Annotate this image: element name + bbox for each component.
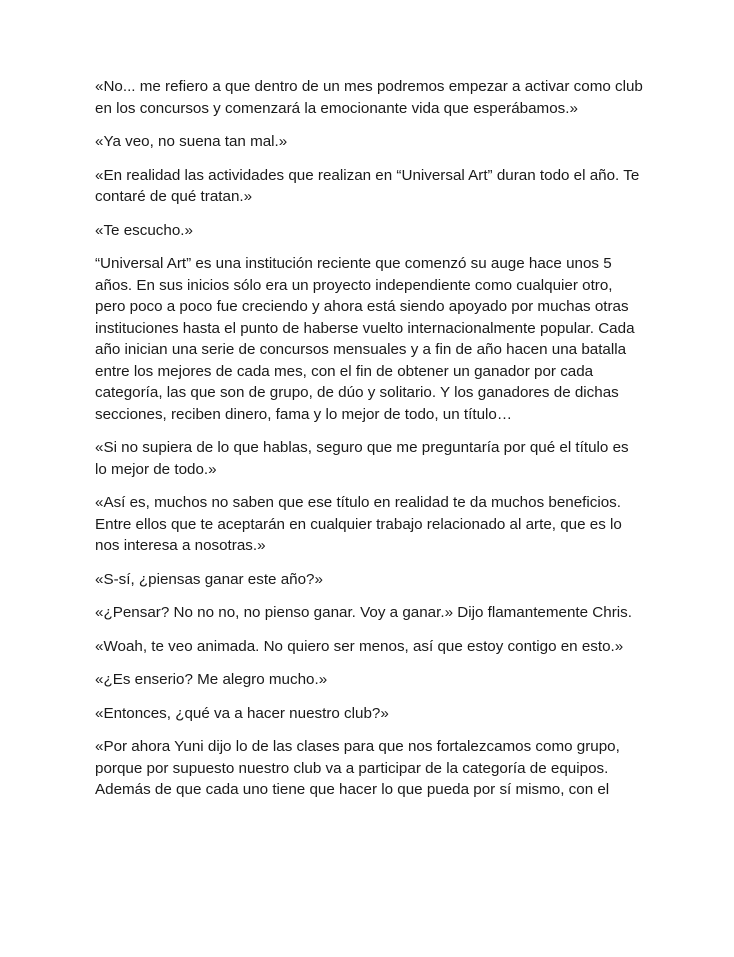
paragraph-6: «Si no supiera de lo que hablas, seguro que me preguntaría por qué el título es lo mejor de todo.»: [95, 439, 629, 478]
paragraph-4: «Te escucho.»: [95, 221, 193, 239]
paragraph-9: «¿Pensar? No no no, no pienso ganar. Voy a ganar.» Dijo flamantemente Chris.: [95, 604, 632, 621]
paragraph-5: “Universal Art” es una institución reciente que comenzó su auge hace unos 5 años. En sus inicios sólo era un proyecto independiente como cualquier otro, pero poco a poco fue creciendo y ahora está siendo apoyado por muchas otras instituciones hasta el punto de haberse vuelto internacionalmente popular. Cada año inician una serie de concursos mensuales y a fin de año hacen una batalla entre los mejores de cada mes, con el fin de obtener un ganador por cada categoría, las que son de grupo, de dúo y solitario. Y los ganadores de dichas secciones, reciben dinero, fama y lo mejor de todo, un título…: [95, 255, 635, 423]
document-page: [95, 76, 643, 813]
paragraph-13: «Por ahora Yuni dijo lo de las clases para que nos fortalezcamos como grupo, porque por supuesto nuestro club va a participar de la categoría de equipos. Además de que cada uno tiene que hacer lo que pueda por sí mismo, con el: [95, 738, 620, 798]
paragraph-2: «Ya veo, no suena tan mal.»: [95, 133, 288, 150]
paragraph-1: «No... me refiero a que dentro de un mes podremos empezar a activar como club en los concursos y comenzará la emocionante vida que esperábamos.»: [95, 78, 643, 117]
paragraph-3: «En realidad las actividades que realizan en “Universal Art” duran todo el año. Te contaré de qué tratan.»: [95, 166, 640, 205]
paragraph-11: «¿Es enserio? Me alegro mucho.»: [95, 671, 328, 688]
paragraph-7: «Así es, muchos no saben que ese título en realidad te da muchos beneficios. Entre ellos que te aceptarán en cualquier trabajo relacionado al arte, que es lo nos interesa a nosotras.»: [95, 494, 622, 554]
paragraph-10: «Woah, te veo animada. No quiero ser menos, así que estoy contigo en esto.»: [95, 637, 624, 655]
paragraph-8: «S-sí, ¿piensas ganar este año?»: [95, 570, 323, 588]
paragraph-12: «Entonces, ¿qué va a hacer nuestro club?»: [95, 704, 389, 722]
